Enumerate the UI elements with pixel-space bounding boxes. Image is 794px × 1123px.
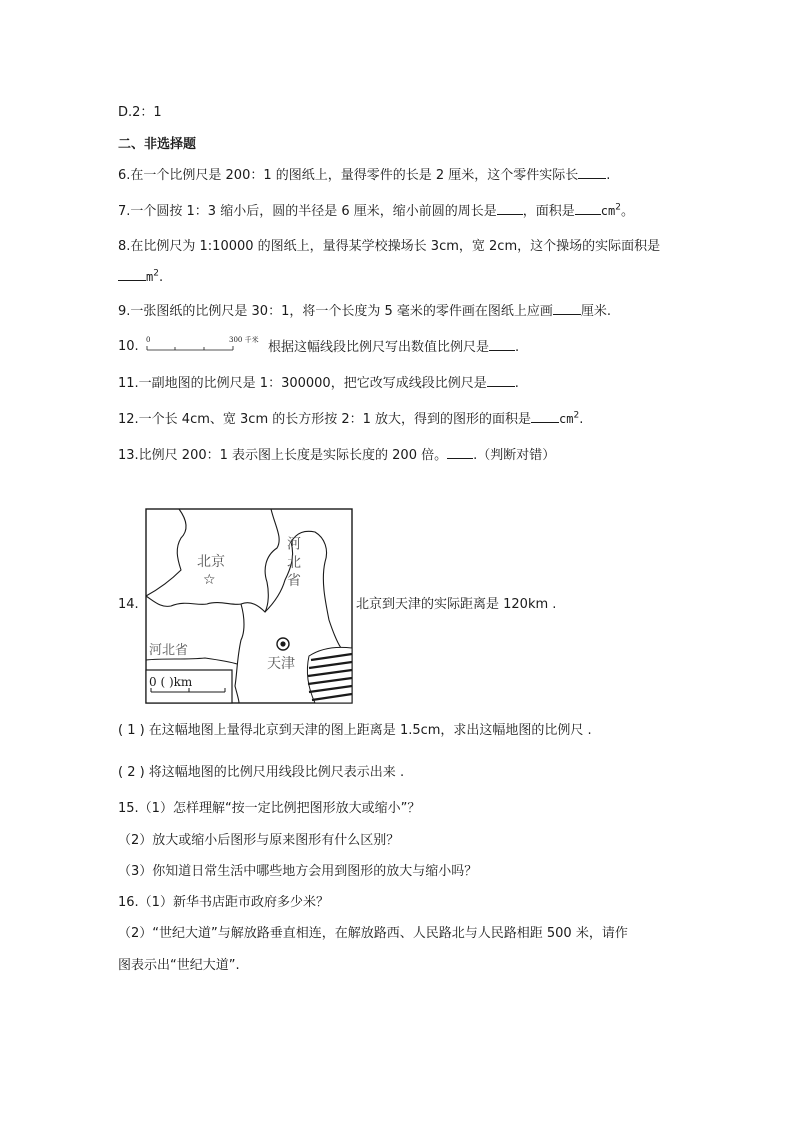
question-16-part-2-line-1: （2）“世纪大道”与解放路垂直相连，在解放路西、人民路北与人民路相距 500 米，请作 [118, 926, 628, 941]
superscript: 2 [615, 202, 621, 213]
scale-bar-graphic [145, 334, 267, 354]
answer-blank[interactable] [118, 268, 146, 281]
beijing-tianjin-map [145, 508, 353, 704]
option-d: D.2：1 [118, 105, 162, 120]
unit-cm: cm [600, 204, 616, 218]
question-14-part-2: ( 2 ) 将这幅地图的比例尺用线段比例尺表示出来 . [118, 765, 405, 780]
question-8-line-2 [118, 268, 163, 287]
question-15-part-2: （2）放大或缩小后图形与原来图形有什么区别？ [118, 833, 400, 848]
question-16-part-2-line-2: 图表示出“世纪大道”. [118, 958, 240, 973]
map-label-hebei-left: 河北省 [149, 643, 189, 658]
line-scale-bar [145, 334, 267, 354]
question-7-text: 7.一个圆按 1：3 缩小后，圆的半径是 6 厘米，缩小前圆的周长是 [118, 204, 497, 219]
question-6-text: 6.在一个比例尺是 200：1 的图纸上，量得零件的长是 2 厘米，这个零件实际长 [118, 168, 579, 183]
question-14-number: 14. [118, 597, 139, 612]
question-14-statement: 北京到天津的实际距离是 120km . [356, 597, 557, 612]
answer-blank[interactable] [447, 446, 473, 459]
question-10-end: . [515, 340, 520, 355]
question-11-end: . [514, 376, 519, 391]
question-6 [118, 166, 610, 185]
map-label-tianjin: 天津 [267, 656, 295, 672]
question-8-end: . [158, 270, 164, 285]
scale-zero-label: 0 [146, 336, 151, 344]
question-11-text: 11.一副地图的比例尺是 1：300000，把它改写成线段比例尺是 [118, 376, 487, 391]
question-15-part-1: 15.（1）怎样理解“按一定比例把图形放大或缩小”？ [118, 801, 421, 816]
question-10 [268, 338, 519, 357]
question-6-end: . [606, 168, 611, 183]
question-7 [118, 202, 634, 221]
superscript: 2 [573, 410, 580, 421]
superscript: 2 [153, 268, 159, 279]
answer-blank[interactable] [489, 338, 515, 351]
answer-blank[interactable] [578, 166, 606, 179]
answer-blank[interactable] [487, 374, 515, 387]
question-10-number: 10. [118, 339, 139, 354]
map-scale-label: 0 ( )km [149, 675, 193, 689]
question-12-text: 12.一个长 4cm、宽 3cm 的长方形按 2：1 放大，得到的图形的面积是 [118, 412, 532, 427]
question-13-text: 13.比例尺 200：1 表示图上长度是实际长度的 200 倍。 [118, 448, 448, 463]
question-9 [118, 302, 611, 321]
answer-blank[interactable] [497, 202, 523, 215]
question-15-part-3: （3）你知道日常生活中哪些地方会用到图形的放大与缩小吗？ [118, 864, 478, 879]
question-8-line-1: 8.在比例尺为 1:10000 的图纸上，量得某学校操场长 3cm，宽 2cm，这个操场的实际面积是 [118, 239, 661, 254]
question-14-part-1: ( 1 ) 在这幅地图上量得北京到天津的图上距离是 1.5cm，求出这幅地图的比例尺 . [118, 723, 592, 738]
question-11 [118, 374, 519, 393]
scale-end-label: 300 千米 [229, 336, 259, 344]
unit-cm: cm [559, 412, 574, 426]
map-graphic [145, 508, 353, 704]
question-12-end: . [579, 412, 584, 427]
answer-blank[interactable] [553, 302, 581, 315]
answer-blank[interactable] [575, 202, 601, 215]
question-9-text: 9.一张图纸的比例尺是 30：1，将一个长度为 5 毫米的零件画在图纸上应画 [118, 304, 553, 319]
map-label-hebei-top: 河 北 省 [285, 536, 301, 587]
question-16-part-1: 16.（1）新华书店距市政府多少米？ [118, 895, 329, 910]
question-13-end: .（判断对错） [473, 448, 556, 463]
question-9-end: 厘米. [580, 304, 612, 319]
star-icon: ☆ [203, 572, 216, 588]
answer-blank[interactable] [531, 410, 559, 423]
map-label-beijing: 北京 [197, 554, 225, 570]
question-7-text-b: ，面积是 [522, 204, 575, 219]
question-12 [118, 410, 583, 429]
question-10-text: 根据这幅线段比例尺写出数值比例尺是 [268, 340, 490, 355]
question-13 [118, 446, 555, 465]
question-7-end: 。 [620, 204, 634, 219]
section-title: 二、非选择题 [118, 137, 197, 152]
unit-m: m [146, 270, 154, 284]
